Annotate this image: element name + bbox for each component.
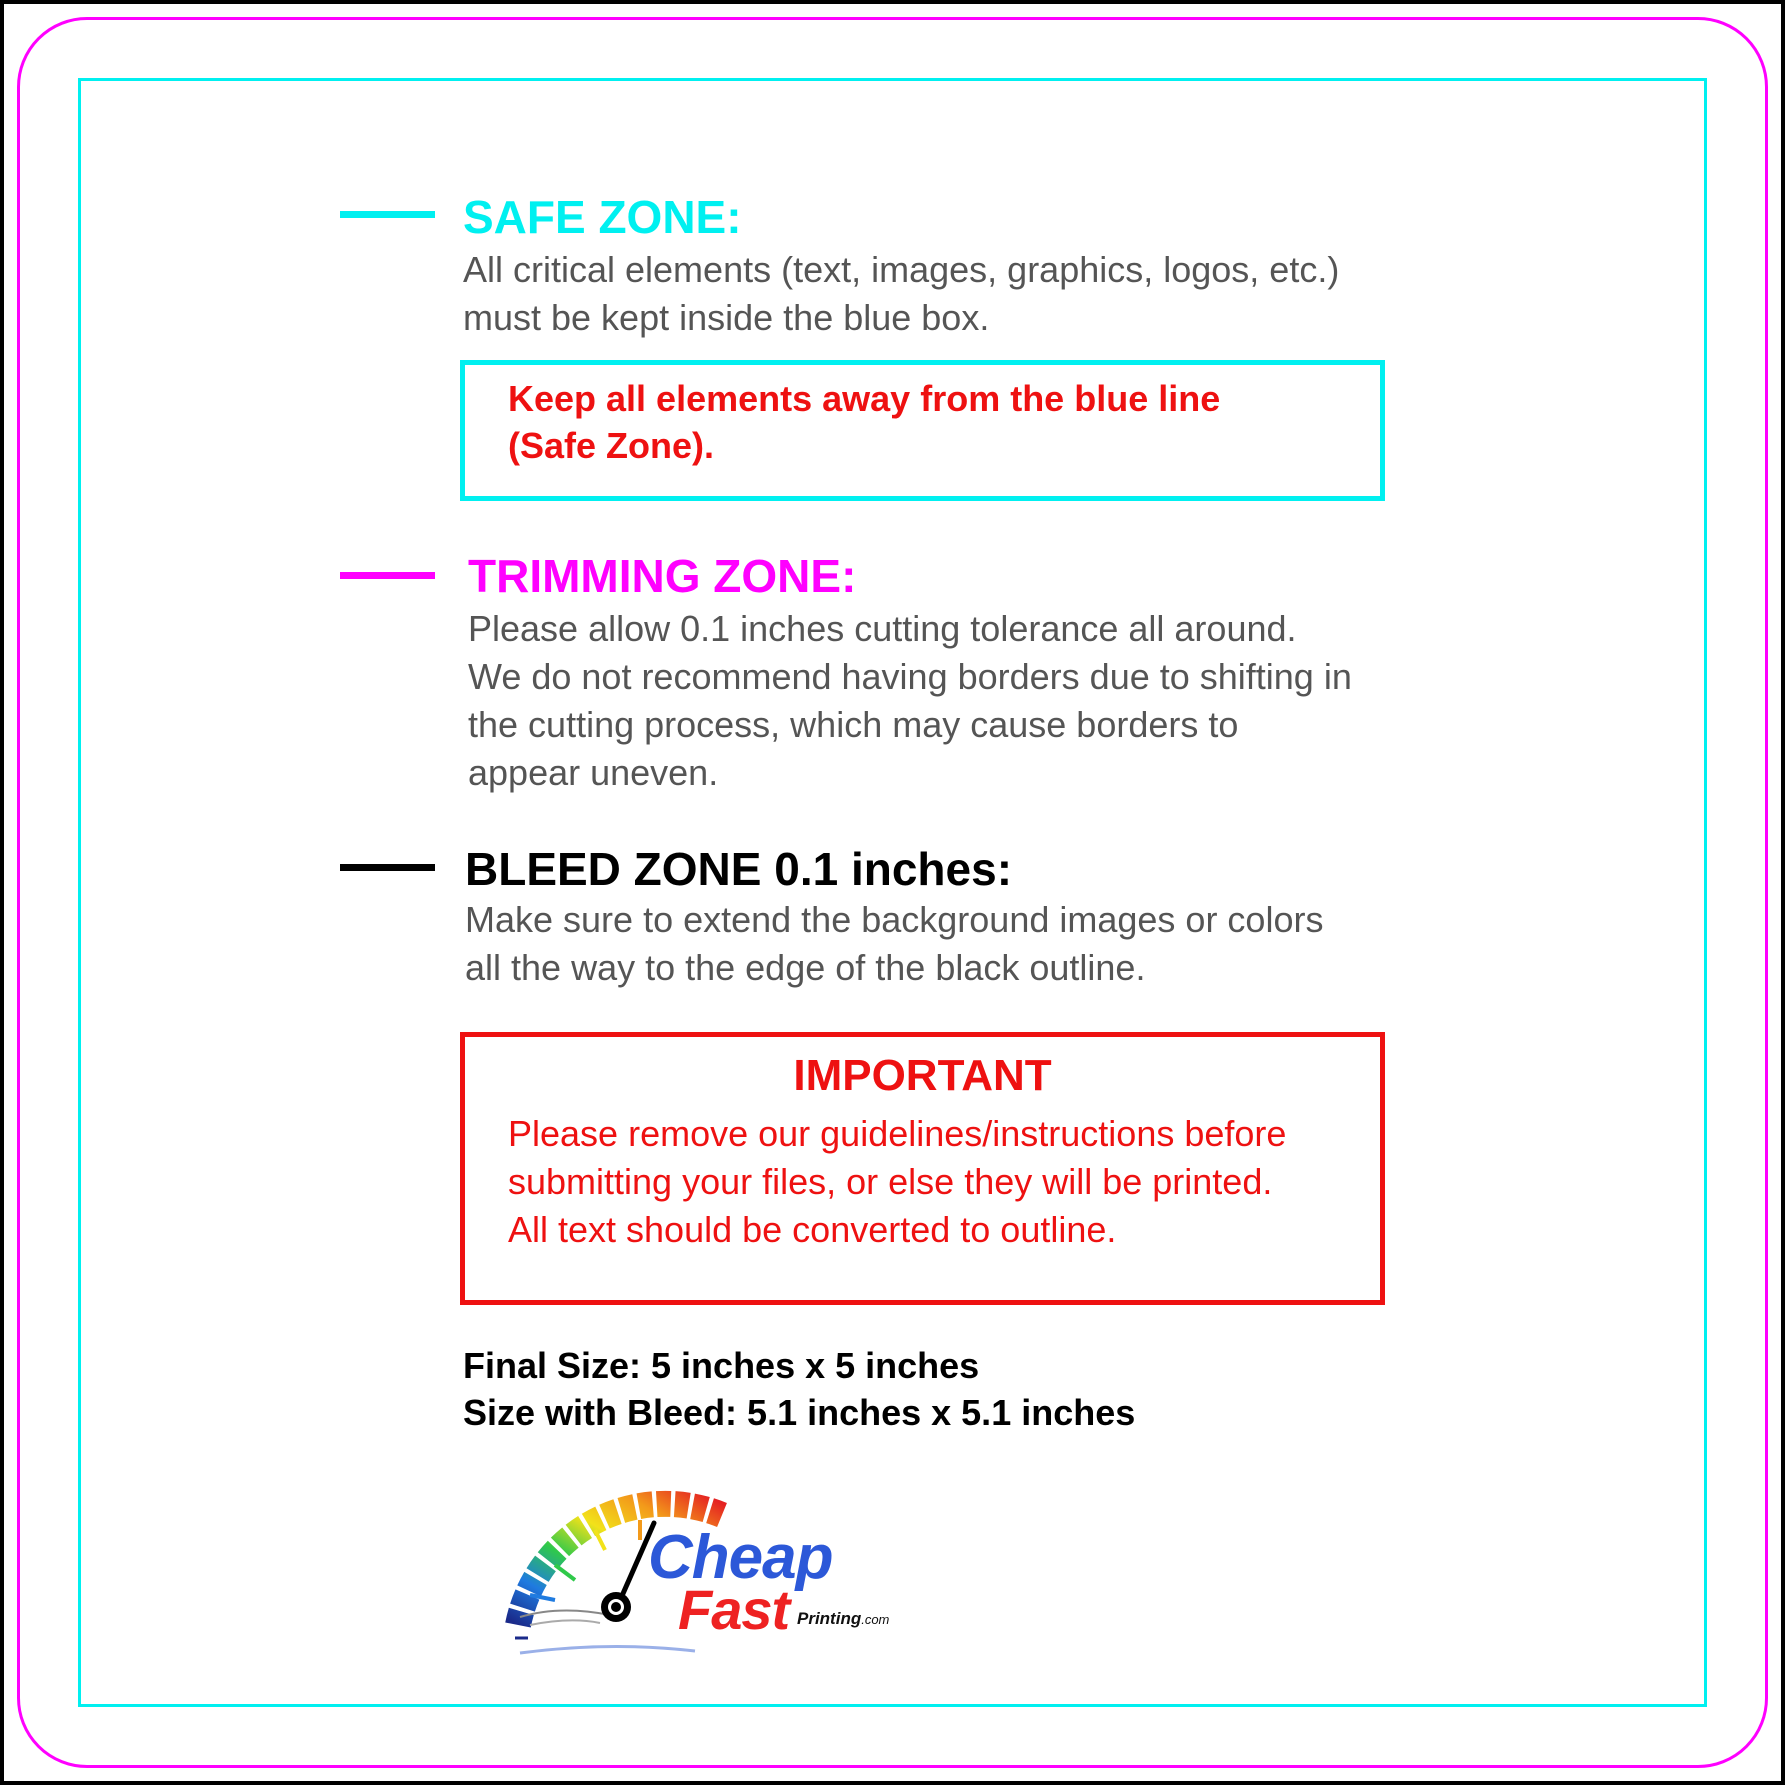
logo-word-printing xyxy=(797,1610,889,1629)
safe-zone-notice-box xyxy=(460,360,1385,501)
safe-zone-notice-line: (Safe Zone). xyxy=(508,425,715,466)
safe-zone-line: must be kept inside the blue box. xyxy=(463,297,990,338)
important-line: All text should be converted to outline. xyxy=(508,1209,1117,1250)
important-title: IMPORTANT xyxy=(793,1051,1052,1100)
logo-domain-suffix: .com xyxy=(861,1612,890,1627)
trimming-zone-heading: TRIMMING ZONE: xyxy=(468,550,857,602)
important-line: Please remove our guidelines/instructions before xyxy=(508,1113,1287,1154)
size-info xyxy=(463,1342,1135,1436)
safe-zone-notice-line: Keep all elements away from the blue line xyxy=(508,378,1221,419)
trimming-zone-line: appear uneven. xyxy=(468,752,719,793)
bleed-zone-legend-swatch xyxy=(340,864,435,871)
trimming-zone-line: We do not recommend having borders due to shifting in xyxy=(468,656,1352,697)
trimming-zone-line: Please allow 0.1 inches cutting tolerance all around. xyxy=(468,608,1297,649)
final-size: Final Size: 5 inches x 5 inches xyxy=(463,1345,980,1386)
company-logo xyxy=(500,1475,900,1655)
size-with-bleed: Size with Bleed: 5.1 inches x 5.1 inches xyxy=(463,1392,1136,1433)
logo-word-fast: Fast xyxy=(678,1578,790,1641)
logo-word-cheap: Cheap xyxy=(648,1523,833,1592)
logo-printing-text: Printing xyxy=(797,1609,862,1628)
safe-zone-description xyxy=(463,246,1339,342)
trimming-zone-description xyxy=(468,605,1352,797)
bleed-zone-line: Make sure to extend the background images or colors xyxy=(465,899,1324,940)
bleed-zone-heading: BLEED ZONE 0.1 inches: xyxy=(465,843,1013,895)
important-text xyxy=(508,1110,1286,1254)
safe-zone-heading: SAFE ZONE: xyxy=(463,191,742,243)
important-line: submitting your files, or else they will be printed. xyxy=(508,1161,1273,1202)
important-notice-box xyxy=(460,1032,1385,1305)
safe-zone-notice xyxy=(508,375,1220,469)
trimming-zone-legend-swatch xyxy=(340,572,435,579)
safe-zone-legend-swatch xyxy=(340,211,435,218)
bleed-zone-line: all the way to the edge of the black outline. xyxy=(465,947,1146,988)
bleed-zone-description xyxy=(465,896,1323,992)
safe-zone-line: All critical elements (text, images, graphics, logos, etc.) xyxy=(463,249,1340,290)
trimming-zone-line: the cutting process, which may cause borders to xyxy=(468,704,1239,745)
